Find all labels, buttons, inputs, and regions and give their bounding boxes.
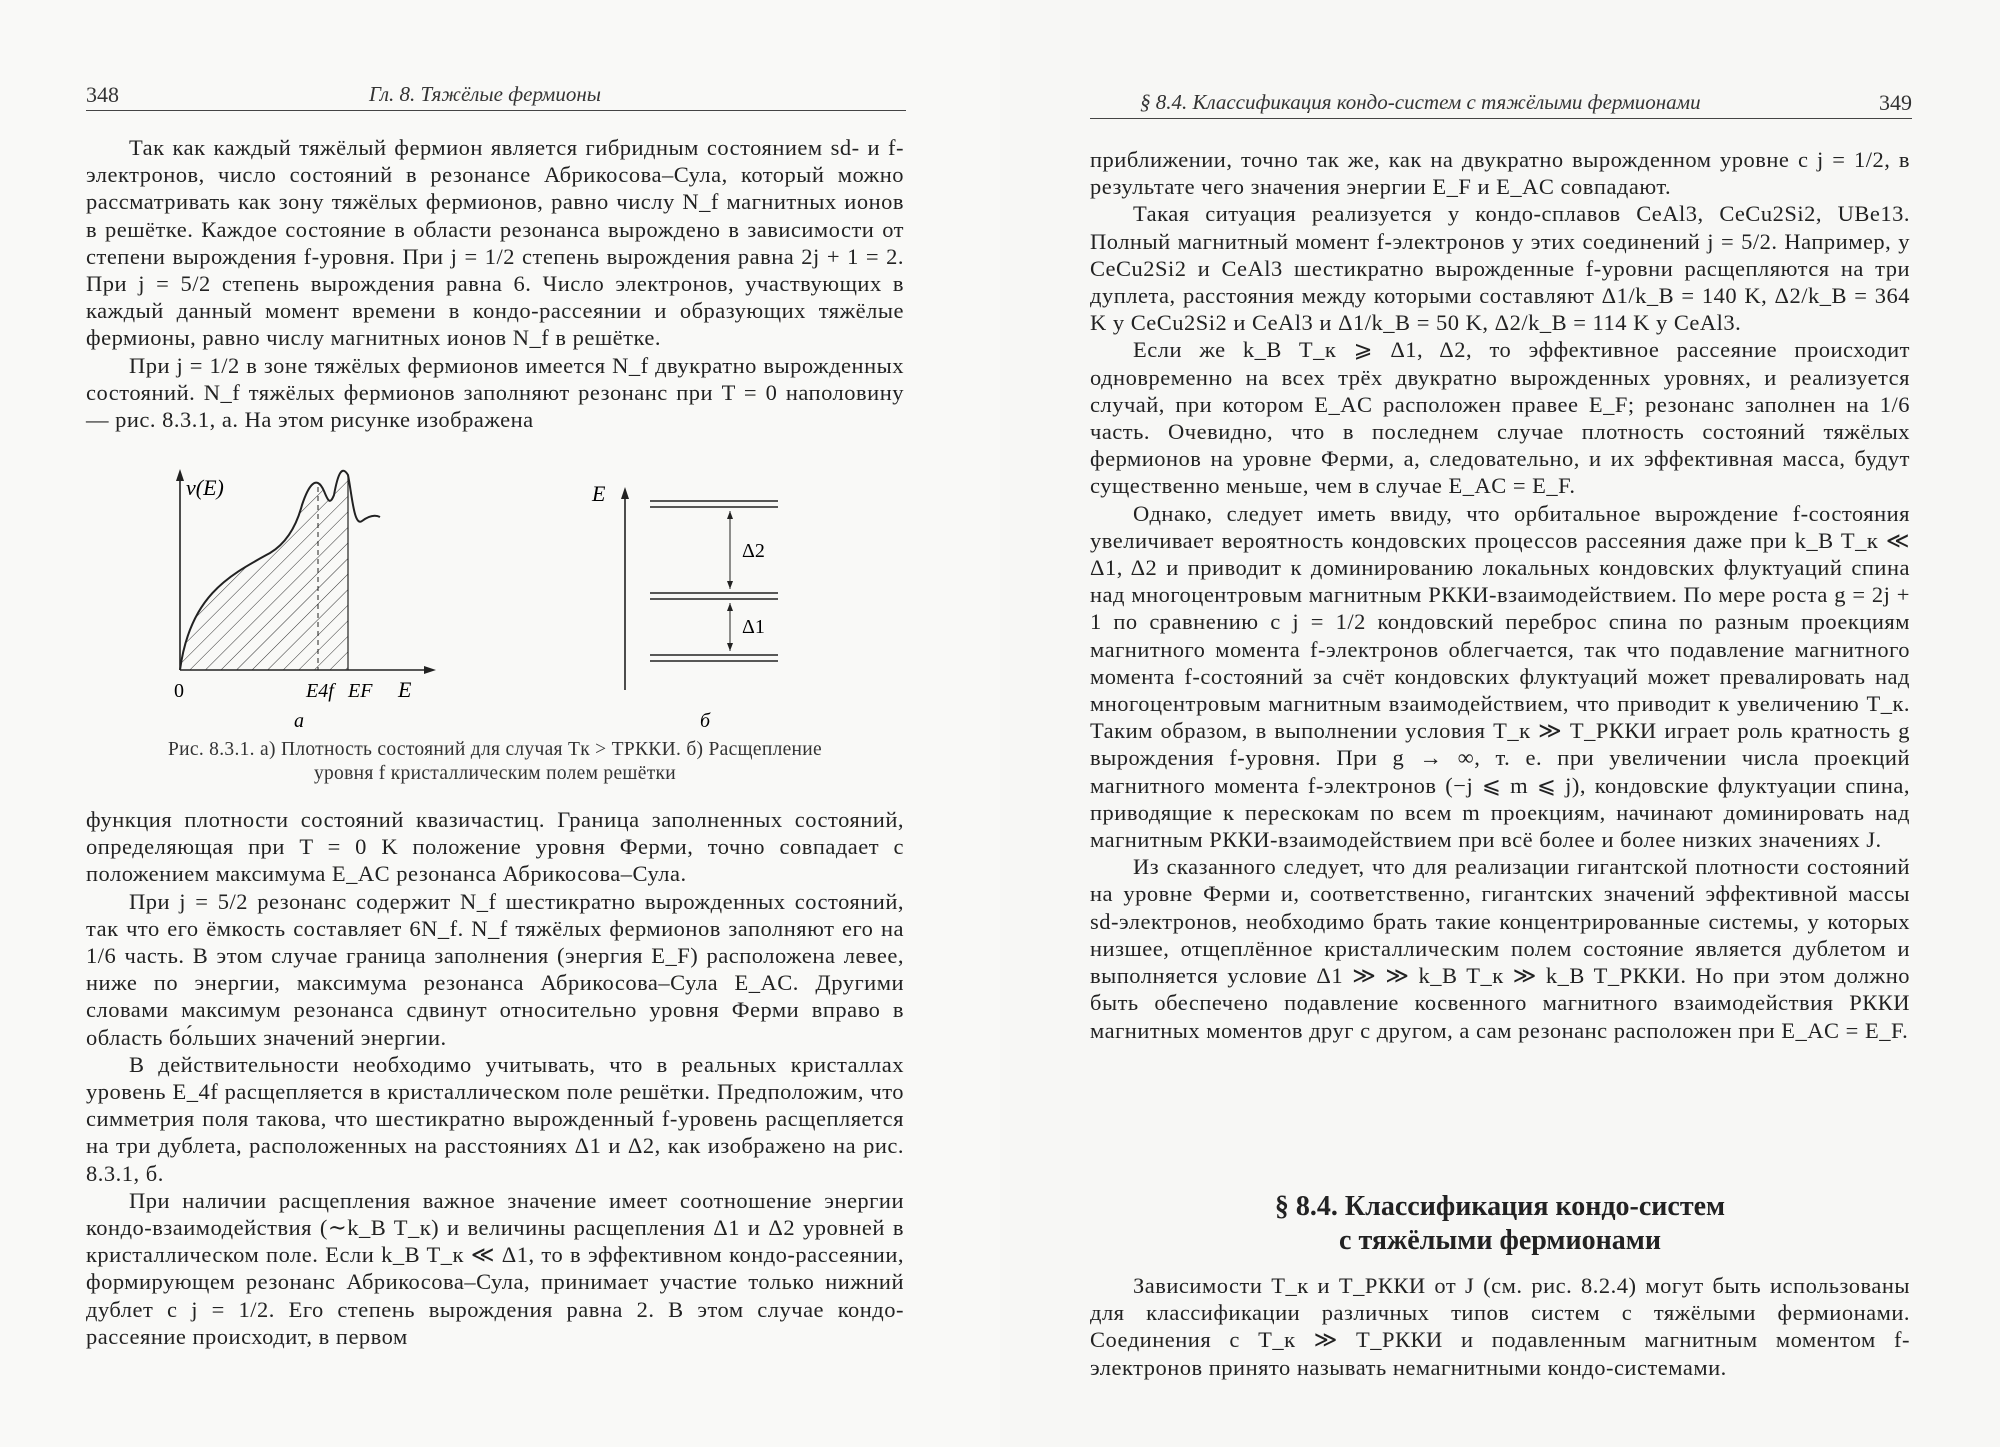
section-heading [1090,1190,1910,1258]
paragraph: приближении, точно так же, как на двукратно вырожденном уровне с j = 1/2, в результате чего значения энергии E_F и E_AC совпадают. [1090,147,1910,200]
paragraph: При j = 5/2 резонанс содержит N_f шестикратно вырожденных состояний, так что его ёмкость составляет 6N_f. N_f тяжёлых фермионов заполняют его на 1/6 часть. В этом случае граница заполнения (энергия E_F) расположена левее, ниже по энергии, максимума резонанса Абрикосова–Сула E_AC. Другими словами максимум резонанса сдвинут относительно уровня Ферми вправо в область бо́льших значений энергии. [86,888,904,1050]
panel-b [591,481,778,732]
left-chapter-title: Гл. 8. Тяжёлые фермионы [369,82,601,106]
e4f-tick-label: E4f [306,680,334,702]
figure-caption [86,738,904,786]
paragraph: Однако, следует иметь ввиду, что орбитальное вырождение f-состояния увеличивает вероятность кондовских процессов рассеяния даже при k_B T_к ≪ Δ1, Δ2 и приводит к доминированию локальных кондовских флуктуаций спина над многоцентровым магнитным РККИ-взаимодействием. По мере роста g = 2j + 1 по сравнению с j = 1/2 кондовский переброс спина по разным проекциям магнитного момента f-электронов облегчается, так что подавление магнитного момента f-состояний за счёт кондовских флуктуаций может превалировать над многоцентровым магнитным взаимодействием, что приводит к увеличению T_к. Таким образом, в выполнении условия T_к ≫ T_РККИ играет роль кратность g вырождения f-уровня. При g → ∞, т. е. при увеличении числа проекций магнитного момента f-электронов (−j ⩽ m ⩽ j), кондовские флуктуации спина, приводящие к перескокам по всем m проекциям, начинают доминировать над магнитным РККИ-взаимодействием при всё более и более низких значениях J. [1090,500,1910,853]
ef-tick-label: EF [348,680,373,702]
delta1-arrowhead-down [727,643,733,651]
section-heading-line-1: § 8.4. Классификация кондо-систем [1274,1191,1726,1222]
caption-line-1: Рис. 8.3.1. а) Плотность состояний для случая Tк > TРККИ. б) Расщепление [168,739,822,760]
left-text-bottom [86,806,904,1350]
panel-a-sublabel: а [294,710,304,732]
paragraph: Если же k_B T_к ⩾ Δ1, Δ2, то эффективное рассеяние происходит одновременно на всех трёх двукратно вырожденных уровнях, и реализуется случай, при котором E_AC расположен правее E_F; резонанс заполнен на 1/6 часть. Очевидно, что в последнем случае плотность состояний тяжёлых фермионов на уровне Ферми, а, следовательно, и их эффективная масса, будут существенно меньше, чем в случае E_AC = E_F. [1090,337,1910,499]
paragraph: Зависимости T_к и T_РККИ от J (см. рис. 8.2.4) могут быть использованы для классификации различных типов систем с тяжёлыми фермионами. Соединения с T_к ≫ T_РККИ и подавленным магнитным моментом f-электронов принято называть немагнитными кондо-системами. [1090,1273,1910,1380]
figure-8-3-1 [130,465,850,735]
right-section-running-title: § 8.4. Классификация кондо-систем с тяжёлыми фермионами [1140,90,1701,114]
section-heading-line-2: с тяжёлыми фермионами [1339,1225,1661,1256]
x-axis-arrow [424,666,436,674]
right-running-head [1090,90,1912,120]
section-intro-text [1090,1272,1910,1381]
delta2-arrowhead-up [727,511,733,519]
origin-label: 0 [174,680,184,702]
energy-axis-arrow [621,487,629,499]
right-page [1000,0,2000,1447]
caption-line-2: уровня f кристаллическим полем решётки [313,763,677,784]
left-running-head [86,82,906,112]
paragraph: В действительности необходимо учитывать, что в реальных кристаллах уровень E_4f расщепляется в кристаллическом поле решётки. Предположим, что симметрия поля такова, что шестикратно вырожденный f-уровень расщепляется на три дублета, расположенных на расстояниях Δ1 и Δ2, как изображено на рис. 8.3.1, б. [86,1051,904,1186]
delta2-arrowhead-down [727,581,733,589]
left-text-top [86,134,904,433]
energy-axis-label: E [592,481,606,506]
right-page-number: 349 [1879,90,1912,115]
right-header-rule [1090,118,1912,119]
left-page-number: 348 [86,82,119,107]
panel-b-sublabel: б [700,710,711,732]
paragraph: функция плотности состояний квазичастиц. Граница заполненных состояний, определяющая при T = 0 K положение уровня Ферми, точно совпадает с положением максимума E_AC резонанса Абрикосова–Сула. [86,807,904,887]
paragraph: Такая ситуация реализуется у кондо-сплавов CeAl3, CeCu2Si2, UBe13. Полный магнитный момент f-электронов у этих соединений j = 5/2. Например, у CeCu2Si2 и CeAl3 шестикратно вырожденные f-уровни расщепляются на три дуплета, расстояния между которыми составляют Δ1/k_B = 140 K, Δ2/k_B = 364 K у CeCu2Si2 и CeAl3 и Δ1/k_B = 50 K, Δ2/k_B = 114 K у CeAl3. [1090,201,1910,336]
delta2-label: Δ2 [742,540,765,562]
paragraph: Из сказанного следует, что для реализации гигантской плотности состояний на уровне Ферми и, соответственно, гигантских значений эффективной массы sd-электронов, необходимо брать такие концентрированные системы, у которых низшее, отщеплённое кристаллическим полем состояние является дублетом и выполняется условие Δ1 ≫ ≫ k_B T_к ≫ k_B T_РККИ. Но при этом должно быть обеспечено подавление косвенного магнитного взаимодействия РККИ магнитных моментов друг с другом, а сам резонанс расположен при E_AC = E_F. [1090,854,1910,1043]
delta1-arrowhead-up [727,603,733,611]
y-axis-label: ν(E) [186,475,224,500]
paragraph: Так как каждый тяжёлый фермион является гибридным состоянием sd- и f-электронов, число состояний в резонансе Абрикосова–Сула, который можно рассматривать как зону тяжёлых фермионов, равно числу N_f магнитных ионов в решётке. Каждое состояние в области резонанса вырождено в зависимости от степени вырождения f-уровня. При j = 1/2 степень вырождения равна 2j + 1 = 2. При j = 5/2 степень вырождения равна 6. Число электронов, участвующих в каждый данный момент времени в кондо-рассеянии и образующих тяжёлые фермионы, равно числу магнитных ионов N_f в решётке. [86,135,904,351]
figure-svg [130,465,850,735]
filled-states-region [180,471,348,670]
panel-a [174,469,436,732]
x-axis-label: E [398,677,412,702]
right-text [1090,146,1910,1044]
paragraph: При наличии расщепления важное значение имеет соотношение энергии кондо-взаимодействия (∼k_B T_к) и величины расщепления Δ1 и Δ2 уровней в кристаллическом поле. Если k_B T_к ≪ Δ1, то в эффективном кондо-рассеянии, формирующем резонанс Абрикосова–Сула, принимает участие только нижний дублет с j = 1/2. Его степень вырождения равна 2. В этом случае кондо-рассеяние происходит, в первом [86,1187,904,1349]
delta1-label: Δ1 [742,616,765,638]
y-axis-arrow [176,469,184,481]
paragraph: При j = 1/2 в зоне тяжёлых фермионов имеется N_f двукратно вырожденных состояний. N_f тяжёлых фермионов заполняют резонанс при T = 0 наполовину — рис. 8.3.1, а. На этом рисунке изображена [86,352,904,433]
left-header-rule [86,110,906,111]
